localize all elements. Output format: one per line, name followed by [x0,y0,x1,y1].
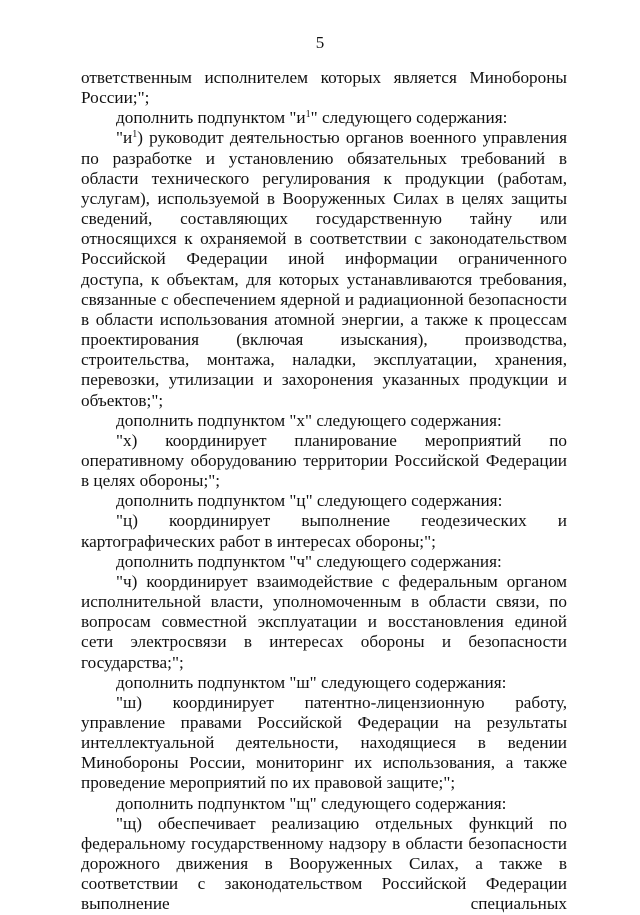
document-body [81,68,567,915]
page-number: 5 [315,33,325,52]
subclause-i1-label: "и [116,128,133,148]
paragraph-continuation: ответственным исполнителем которых является Минобороны [81,68,567,87]
amendment-intro-i1-text-end: " следующего содержания: [310,108,508,128]
subclause-ts: "ц) координирует выполнение геодезических и картографических работ в интересах обороны;"; [81,511,567,551]
subclause-kh: "х) координирует планирование мероприятий по оперативному оборудованию территории Российской Федерации в целях обороны;"; [81,430,567,491]
subclause-i1 [81,128,567,410]
amendment-intro-sh: дополнить подпунктом "ш" следующего содержания: [116,672,507,692]
amendment-intro-i1 [81,108,567,128]
subclause-ch: "ч) координирует взаимодействие с федеральным органом исполнительной власти, уполномоченным в области связи, по вопросам совместной эксплуатации и восстановления единой сети электросвязи в интересах обороны и безопасности государства;"; [81,571,567,672]
amendment-intro-shch: дополнить подпунктом "щ" следующего содержания: [116,793,507,813]
subclause-shch: "щ) обеспечивает реализацию отдельных функций по федеральному государственному надзору в области безопасности дорожного движения в Вооруженных Силах, а также в соответствии с законодательством Российской Федерации выполнение специальных [81,813,567,914]
subclause-sh: "ш) координирует патентно-лицензионную работу, управление правами Российской Федерации на результаты интеллектуальной деятельности, находящиеся в ведении Минобороны России, мониторинг их использования, а также проведение мероприятий по их правовой защите;"; [81,692,567,793]
superscript: 1 [305,109,311,121]
amendment-intro-ts: дополнить подпунктом "ц" следующего содержания: [116,491,503,511]
amendment-intro-i1-text: дополнить подпунктом "и [116,108,306,128]
superscript: 1 [132,129,138,141]
subclause-i1-text: ) руководит деятельностью органов военного управления по разработке и установлению обязательных требований в области технического регулирования к продукции (работам, услугам), используемой в Вооруженных Силах в целях защиты сведений, составляющих государственную тайну или относящихся к охраняемой в соответствии с законодательством Российской Федерации иной информации ограниченного доступа, к объектам, для которых устанавливаются требования, связанные с обеспечением ядерной и радиационной безопасности в области использования атомной энергии, а также к процессам проектирования (включая изыскания), производства, строительства, монтажа, наладки, эксплуатации, хранения, перевозки, утилизации и захоронения указанных продукции и объектов;"; [81,128,567,410]
amendment-intro-ch: дополнить подпунктом "ч" следующего содержания: [116,551,502,571]
paragraph-continuation-end: России;"; [81,88,150,108]
amendment-intro-kh: дополнить подпунктом "х" следующего содержания: [116,410,502,430]
